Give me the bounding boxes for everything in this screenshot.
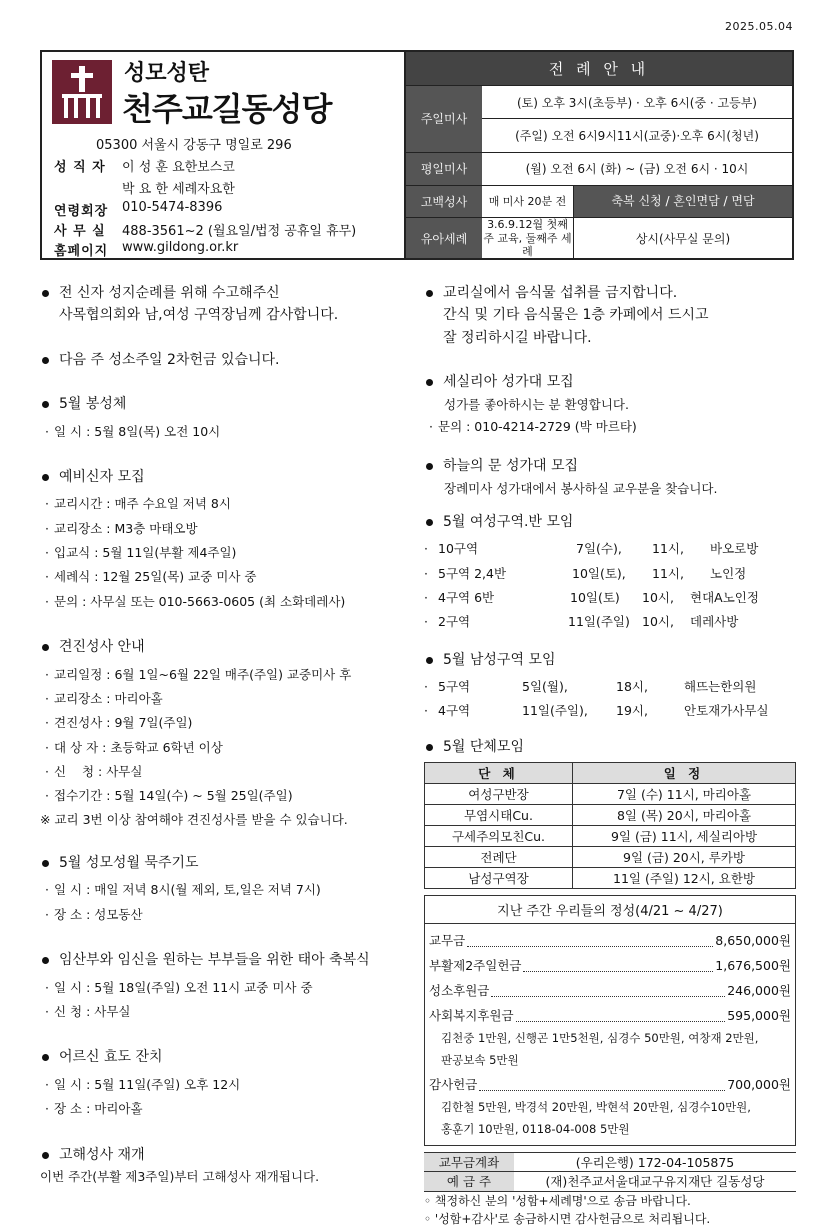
table-row: · 5구역 2,4반 10일(토), 11시, 노인정 [424,565,747,581]
offering-line: 교무금 8,650,000원 [429,928,791,953]
table-row: 전례단 9일 (금) 20시, 루카방 [425,847,796,868]
offering-line: 감사헌금 700,000원 [429,1072,791,1097]
priest-1: 이 성 훈 요한보스코 [122,160,235,175]
table-header-row: 단 체 일 정 [425,763,796,784]
offering-title: 지난 주간 우리들의 정성(4/21 ~ 4/27) [425,898,795,924]
church-address: 05300 서울시 강동구 명일로 296 [96,138,292,153]
offering-detail: 김천중 1만원, 신행곤 1만5천원, 심경수 50만원, 여창재 2만원, [441,1031,759,1046]
homepage-row [54,240,238,259]
president-row [54,200,222,219]
church-logo [52,60,112,124]
men-meeting-section: 5월 남성구역 모임 · 5구역 5일(월), 18시, 해뜨는한의원 · 4구역 11일(주일), 19시, 안토재가사무실 [424,649,796,724]
bullet-icon [42,357,49,364]
weekday-mass-time: (월) 오전 6시 (화) ~ (금) 오전 6시 · 10시 [525,162,749,177]
offering-line: 성소후원금 246,000원 [429,978,791,1003]
list-item: · 일 시 : 5월 8일(목) 오전 10시 [45,423,221,439]
bullet-icon [426,744,433,751]
bulletin-header [40,50,794,260]
confession-resume-text: 이번 주간(부활 제3주일)부터 고해성사 재개됩니다. [40,1168,320,1184]
elder-feast-section: 어르신 효도 잔치 · 일 시 : 5월 11일(주일) 오후 12시 · 장 소 : 마리아홀 [40,1046,410,1121]
food-notice: 교리실에서 음식물 섭취를 금지합니다. 간식 및 기타 음식물은 1층 카페에서 드시고 잘 정리하시길 바랍니다. [424,282,796,349]
weekday-mass-row [406,152,792,185]
sunday-mass-sunday: (주일) 오전 6시9시11시(교중)·오후 6시(청년) [515,129,759,144]
table-row: · 4구역 6반 10일(토) 10시, 현대A노인정 [424,589,759,605]
list-item: · 교리장소 : 마리아홀 [45,690,163,706]
list-item: · 장 소 : 마리아홀 [45,1101,143,1117]
list-item: · 문의 : 010-4214-2729 (박 마르타) [429,418,637,434]
offering-detail: 김한철 5만원, 박경석 20만원, 박현석 20만원, 심경수10만원, [441,1099,751,1114]
list-item: · 견진성사 : 9월 7일(주일) [45,715,193,731]
list-item: · 일 시 : 5월 18일(주일) 오전 11시 교중 미사 중 [45,979,313,995]
bullet-icon [426,379,433,386]
list-item: · 문의 : 사무실 또는 010-5663-0605 (최 소화데레사) [45,593,346,609]
confirmation-note: ※ 교리 3번 이상 참여해야 견진성사를 받을 수 있습니다. [40,811,348,827]
account-row: 교무금계좌 (우리은행) 172-04-105875 [424,1152,796,1172]
confirmation-section: 견진성사 안내 · 교리일정 : 6월 1일~6월 22일 매주(주일) 교중미사 후 · 교리장소 : 마리아홀 · 견진성사 : 9월 7일(주일) · 대 상 자 : 초등학교 6학년 이상 · 신 청 : 사무실 · 접수기간 : 5월 14일(수) ~ 5월 25일(주일) ※ 교리 3번 이상 참여해야 견진성사를 받을 수 있습니다. [40,636,410,830]
account-note: ◦ '성함+감사'로 송금하시면 감사헌금으로 처리됩니다. [424,1211,711,1226]
left-column [40,282,410,1209]
table-row: · 2구역 11일(주일) 10시, 데레사방 [424,614,739,630]
offering-line: 사회복지후원금 595,000원 [429,1003,791,1028]
sunday-mass-row [406,85,792,152]
bullet-icon [42,1054,49,1061]
bullet-icon [42,290,49,297]
church-info [42,52,404,258]
office-row [54,220,356,239]
cross-church-icon [52,60,112,124]
thanks-notice: 전 신자 성지순례를 위해 수고해주신 사목협의회와 남,여성 구역장님께 감사합니다. [40,282,410,327]
bullet-icon [42,474,49,481]
account-holder-row: 예 금 주 (재)천주교서울대교구유지재단 길동성당 [424,1172,796,1192]
offering-detail: 판공보속 5만원 [441,1053,519,1068]
office-label: 사 무 실 [54,224,106,239]
catechumen-section: 예비신자 모집 · 교리시간 : 매주 수요일 저녁 8시 · 교리장소 : M3층 마태오방 · 입교식 : 5월 11일(부활 제4주일) · 세례식 : 12월 25일(목) 교중 미사 중 · 문의 : 사무실 또는 010-5663-0605 (최 소화데레사) [40,466,410,614]
confession-label: 고백성사 [406,186,482,218]
bullet-icon [426,519,433,526]
table-row: · 5구역 5일(월), 18시, 해뜨는한의원 [424,679,757,695]
sunday-mass-saturday: (토) 오후 3시(초등부) · 오후 6시(중 · 고등부) [482,86,792,120]
baptism-row [406,217,792,258]
office-phone: 488-3561~2 (월요일/법정 공휴일 휴무) [122,224,357,239]
table-row: 무염시태Cu. 8일 (목) 20시, 마리아홀 [425,805,796,826]
confession-resume-section: 고해성사 재개 이번 주간(부활 제3주일)부터 고해성사 재개됩니다. [40,1144,410,1188]
account-info [424,1152,796,1228]
bullet-icon [42,1152,49,1159]
list-item: · 세례식 : 12월 25일(목) 교중 미사 중 [45,569,257,585]
homepage-link[interactable]: www.gildong.or.kr [122,240,239,255]
collection-notice: 다음 주 성소주일 2차헌금 있습니다. [40,349,410,371]
cecilia-choir-section: 세실리아 성가대 모집 성가를 좋아하시는 분 환영합니다. · 문의 : 010-4214-2729 (박 마르타) [424,371,796,439]
table-row: · 10구역 7일(수), 11시, 바오로방 [424,541,759,557]
women-meeting-section: 5월 여성구역.반 모임 · 10구역 7일(수), 11시, 바오로방 · 5구역 2,4반 10일(토), 11시, 노인정 · 4구역 6반 10일(토) 10시, 현대A노인정 · 2구역 11일(주일) 10시, 데레사방 [424,511,796,635]
confession-row [406,185,792,218]
list-item: · 대 상 자 : 초등학교 6학년 이상 [45,739,223,755]
church-subtitle: 성모성탄 [124,61,210,86]
bullet-icon [426,657,433,664]
baptism-label: 유아세례 [406,218,482,258]
confession-time: 매 미사 20분 전 [482,186,574,218]
list-item: · 장 소 : 성모동산 [45,906,143,922]
right-column [424,282,796,1228]
table-row: 구세주의모친Cu. 9일 (금) 11시, 세실리아방 [425,826,796,847]
fetal-blessing-section: 임산부와 임신을 원하는 부부들을 위한 태아 축복식 · 일 시 : 5월 18일(주일) 오전 11시 교중 미사 중 · 신 청 : 사무실 [40,949,410,1024]
corpus-section: 5월 봉성체 · 일 시 : 5월 8일(목) 오전 10시 [40,393,410,444]
list-item: · 입교식 : 5월 11일(부활 제4주일) [45,545,237,561]
bullet-icon [42,401,49,408]
blessing-label: 축복 신청 / 혼인면담 / 면담 [574,186,792,218]
bullet-icon [42,957,49,964]
sunday-mass-label: 주일미사 [406,86,482,152]
bullet-icon [42,644,49,651]
table-row: 남성구역장 11일 (주일) 12시, 요한방 [425,868,796,889]
president-phone: 010-5474-8396 [122,200,223,215]
groups-table [424,762,796,889]
list-item: · 신 청 : 사무실 [45,764,143,780]
priests-row [54,156,235,175]
president-label: 연령회장 [54,204,109,219]
list-item: · 신 청 : 사무실 [45,1004,131,1019]
list-item: · 일 시 : 5월 11일(주일) 오후 12시 [45,1076,241,1092]
bullet-icon [426,290,433,297]
heaven-choir-section: 하늘의 문 성가대 모집 장례미사 성가대에서 봉사하실 교우분을 찾습니다. [424,455,796,499]
list-item: · 일 시 : 매일 저녁 8시(월 제외, 토,일은 저녁 7시) [45,882,321,898]
offering-line: 부활제2주일헌금 1,676,500원 [429,953,791,978]
offering-detail: 홍훈기 10만원, 0118-04-008 5만원 [441,1121,630,1136]
list-item: · 교리시간 : 매주 수요일 저녁 8시 [45,496,231,512]
office-hours: 상시(사무실 문의) [635,231,731,246]
table-row: 여성구반장 7일 (수) 11시, 마리아홀 [425,784,796,805]
baptism-schedule: 3.6.9.12월 첫째주 교육, 둘째주 세례 [482,218,574,258]
list-item: · 교리일정 : 6월 1일~6월 22일 매주(주일) 교중미사 후 [45,666,352,682]
bulletin-date: 2025.05.04 [725,20,793,33]
table-row: · 4구역 11일(주일), 19시, 안토재가사무실 [424,703,769,719]
schedule-title: 전 례 안 내 [406,52,792,85]
priests-label: 성 직 자 [54,160,106,175]
account-note: ◦ 책정하신 분의 '성함+세례명'으로 송금 바랍니다. [424,1193,691,1208]
groups-section: 5월 단체모임 단 체 일 정 여성구반장 7일 (수) 11시, 마리아홀 무염시태Cu. 8일 (목) 20시, 마리아홀 구세주의모친Cu. 9일 (금) 11시, 세실리아방 전례단 9일 (금) 20시, 루카방 남성구역장 11일 (주일) 12시, 요한방 [424,736,796,889]
rosary-section: 5월 성모성월 묵주기도 · 일 시 : 매일 저녁 8시(월 제외, 토,일은 저녁 7시) · 장 소 : 성모동산 [40,852,410,927]
priest-2: 박 요 한 세례자요한 [122,182,235,197]
homepage-label: 홈페이지 [54,244,109,259]
weekday-mass-label: 평일미사 [406,153,482,185]
bullet-icon [426,463,433,470]
offering-box [424,895,796,1145]
bullet-icon [42,860,49,867]
list-item: · 접수기간 : 5월 14일(수) ~ 5월 25일(주일) [45,788,293,804]
priests-row-2 [54,178,235,197]
list-item: · 교리장소 : M3층 마태오방 [45,520,198,536]
liturgy-schedule [404,52,792,258]
church-name: 천주교길동성당 [122,90,332,128]
